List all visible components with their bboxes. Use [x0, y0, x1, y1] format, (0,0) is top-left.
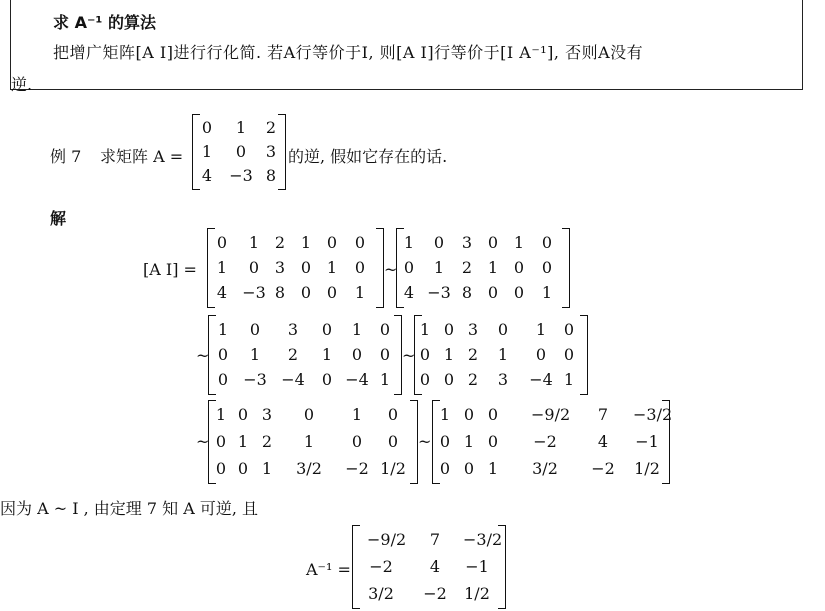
matrix-entry: −2	[423, 583, 447, 603]
matrix-entry: 1	[215, 405, 227, 425]
matrix-entry: 0	[563, 319, 575, 339]
matrix-entry: −1	[465, 557, 489, 576]
matrix-entry: −3	[229, 166, 253, 185]
row-equiv-symbol: ~	[384, 260, 398, 279]
matrix-entry: −3	[242, 283, 266, 303]
matrix-entry: −9/2	[367, 530, 407, 550]
matrix-entry: −3	[427, 283, 451, 303]
matrix-entry: 1	[303, 432, 315, 451]
matrix-entry: 1	[237, 432, 249, 451]
matrix-entry: 3	[265, 142, 277, 161]
matrix-entry: 0	[387, 405, 399, 425]
matrix-entry: 1	[463, 432, 475, 451]
matrix-entry: 8	[274, 283, 286, 303]
matrix-entry: 0	[326, 283, 338, 303]
matrix-entry: 3	[497, 370, 509, 390]
matrix-entry: 1/2	[634, 458, 660, 478]
matrix-entry: 3/2	[532, 458, 558, 478]
matrix-row	[193, 164, 285, 188]
matrix-row	[209, 343, 401, 367]
matrix-step-3	[208, 315, 402, 395]
matrix-entry: −2	[591, 458, 615, 478]
matrix-entry: 3/2	[296, 458, 322, 478]
matrix-row	[209, 403, 417, 427]
matrix-A-inverse	[352, 525, 506, 609]
matrix-step-1	[207, 228, 384, 308]
matrix-entry: 1	[487, 458, 499, 478]
matrix-entry: 0	[443, 319, 455, 339]
matrix-entry: 1	[439, 405, 451, 425]
matrix-entry: 0	[541, 232, 553, 252]
matrix-row	[193, 116, 285, 140]
matrix-row	[208, 256, 383, 280]
matrix-entry: 2	[461, 258, 473, 277]
matrix-entry: 0	[563, 345, 575, 364]
matrix-entry: 0	[248, 258, 260, 277]
matrix-entry: 2	[467, 370, 479, 390]
matrix-entry: 1	[217, 319, 229, 339]
algorithm-text-line1: 把增广矩阵[A I]进行行化简. 若A行等价于I, 则[A I]行等价于[I A⁻¹], 否则A没有	[53, 43, 644, 62]
matrix-row	[353, 528, 505, 552]
matrix-row	[208, 281, 383, 305]
matrix-entry: 1	[321, 345, 333, 364]
matrix-row	[208, 231, 383, 255]
matrix-entry: 0	[419, 370, 431, 390]
example-suffix: 的逆, 假如它存在的话.	[288, 147, 448, 166]
augmented-label: [A I] =	[143, 260, 197, 279]
matrix-entry: 0	[379, 345, 391, 364]
matrix-entry: 1	[433, 258, 445, 277]
matrix-entry: 1	[354, 283, 366, 303]
matrix-entry: 0	[216, 232, 228, 252]
row-equiv-symbol: ~	[196, 346, 210, 365]
matrix-entry: 1	[443, 345, 455, 364]
matrix-row	[193, 140, 285, 164]
matrix-entry: 0	[217, 370, 229, 390]
matrix-entry: 7	[597, 405, 609, 425]
matrix-entry: 0	[487, 283, 499, 303]
matrix-entry: 2	[265, 118, 277, 137]
matrix-row	[209, 430, 417, 454]
matrix-entry: 4	[597, 432, 609, 451]
matrix-entry: 0	[439, 432, 451, 451]
matrix-entry: 0	[249, 319, 261, 339]
matrix-entry: 0	[303, 405, 315, 425]
matrix-entry: 0	[463, 405, 475, 425]
matrix-entry: 0	[326, 232, 338, 252]
matrix-entry: 0	[300, 283, 312, 303]
matrix-entry: 0	[237, 405, 249, 425]
matrix-entry: 0	[235, 142, 247, 161]
matrix-entry: 1	[216, 258, 228, 277]
matrix-entry: 1	[487, 258, 499, 277]
matrix-step-2	[396, 228, 570, 308]
matrix-entry: 2	[261, 432, 273, 451]
matrix-entry: 0	[535, 345, 547, 364]
matrix-entry: 0	[487, 432, 499, 451]
matrix-entry: −3	[243, 370, 267, 390]
matrix-entry: 0	[201, 118, 213, 137]
matrix-entry: 1	[351, 405, 363, 425]
matrix-entry: 8	[265, 166, 277, 185]
matrix-entry: 2	[287, 345, 299, 364]
matrix-entry: 0	[487, 232, 499, 252]
example-prefix: 求矩阵 A =	[100, 147, 184, 166]
matrix-entry: 0	[321, 370, 333, 390]
matrix-row	[433, 457, 669, 481]
matrix-entry: 1	[248, 232, 260, 252]
matrix-entry: 3	[461, 232, 473, 252]
matrix-entry: 0	[433, 232, 445, 252]
matrix-entry: −3/2	[633, 405, 673, 425]
matrix-entry: −9/2	[531, 405, 571, 425]
matrix-row	[433, 403, 673, 427]
matrix-entry: 2	[274, 232, 286, 252]
matrix-entry: 1	[261, 458, 273, 478]
matrix-step-4	[414, 315, 588, 395]
matrix-entry: 0	[463, 458, 475, 478]
matrix-entry: 0	[351, 432, 363, 451]
matrix-entry: 4	[216, 283, 228, 303]
matrix-row	[415, 343, 587, 367]
example-label: 例 7	[50, 147, 82, 166]
matrix-entry: 3/2	[368, 583, 394, 603]
matrix-entry: 0	[419, 345, 431, 364]
matrix-entry: 3	[287, 319, 299, 339]
matrix-entry: 4	[403, 283, 415, 303]
matrix-step-6	[432, 400, 673, 484]
matrix-row	[397, 256, 569, 280]
matrix-row	[415, 368, 587, 392]
matrix-entry: 1	[403, 232, 415, 252]
matrix-row	[415, 318, 587, 342]
matrix-entry: 1	[419, 319, 431, 339]
matrix-entry: 1/2	[464, 583, 490, 603]
matrix-entry: −4	[345, 370, 369, 390]
matrix-entry: 1	[379, 370, 391, 390]
row-equiv-symbol: ~	[196, 432, 210, 451]
matrix-entry: 1	[535, 319, 547, 339]
matrix-entry: 1	[563, 370, 575, 390]
matrix-entry: 0	[215, 432, 227, 451]
matrix-entry: 0	[513, 283, 525, 303]
algorithm-box	[10, 0, 803, 94]
matrix-entry: −2	[369, 557, 393, 576]
matrix-entry: 1	[513, 232, 525, 252]
matrix-entry: 0	[513, 258, 525, 277]
matrix-entry: 4	[201, 166, 213, 185]
matrix-entry: 1	[300, 232, 312, 252]
matrix-entry: 1	[497, 345, 509, 364]
conclusion-text: 因为 A ~ I , 由定理 7 知 A 可逆, 且	[0, 499, 259, 518]
matrix-entry: 0	[351, 345, 363, 364]
matrix-row	[397, 281, 569, 305]
matrix-entry: 8	[461, 283, 473, 303]
matrix-entry: 3	[274, 258, 286, 277]
matrix-entry: 0	[541, 258, 553, 277]
matrix-entry: 0	[439, 458, 451, 478]
matrix-entry: 0	[215, 458, 227, 478]
matrix-entry: 0	[354, 232, 366, 252]
matrix-entry: −4	[529, 370, 553, 390]
matrix-entry: 1	[249, 345, 261, 364]
row-equiv-symbol: ~	[418, 432, 432, 451]
matrix-entry: 2	[467, 345, 479, 364]
matrix-entry: −3/2	[463, 530, 503, 550]
matrix-row	[353, 555, 505, 579]
matrix-entry: 0	[217, 345, 229, 364]
matrix-row	[353, 582, 505, 606]
matrix-entry: −2	[533, 432, 557, 451]
matrix-entry: 1	[351, 319, 363, 339]
matrix-entry: 0	[300, 258, 312, 277]
matrix-entry: 0	[487, 405, 499, 425]
matrix-row	[397, 231, 569, 255]
inverse-label: A⁻¹ =	[306, 560, 351, 579]
matrix-entry: −4	[281, 370, 305, 390]
matrix-entry: 0	[443, 370, 455, 390]
matrix-entry: 4	[429, 557, 441, 576]
algorithm-title: 求 A⁻¹ 的算法	[53, 13, 156, 32]
matrix-entry: 3	[261, 405, 273, 425]
matrix-entry: 7	[429, 530, 441, 550]
matrix-entry: 1/2	[380, 458, 406, 478]
matrix-entry: −2	[345, 458, 369, 478]
matrix-row	[433, 430, 669, 454]
matrix-entry: 0	[497, 319, 509, 339]
matrix-row	[209, 318, 401, 342]
row-equiv-symbol: ~	[402, 346, 416, 365]
solution-label: 解	[50, 209, 67, 228]
matrix-step-5	[208, 400, 418, 484]
matrix-entry: 0	[387, 432, 399, 451]
matrix-A	[192, 114, 286, 190]
matrix-row	[209, 457, 417, 481]
matrix-entry: 3	[467, 319, 479, 339]
matrix-entry: 1	[201, 142, 213, 161]
algorithm-text-line2: 逆.	[11, 75, 33, 94]
matrix-entry: 1	[235, 118, 247, 137]
matrix-row	[209, 368, 401, 392]
matrix-entry: 0	[237, 458, 249, 478]
matrix-entry: 0	[321, 319, 333, 339]
matrix-entry: 1	[541, 283, 553, 303]
matrix-entry: 1	[326, 258, 338, 277]
matrix-entry: −1	[635, 432, 659, 451]
matrix-entry: 0	[354, 258, 366, 277]
matrix-entry: 0	[379, 319, 391, 339]
matrix-entry: 0	[403, 258, 415, 277]
